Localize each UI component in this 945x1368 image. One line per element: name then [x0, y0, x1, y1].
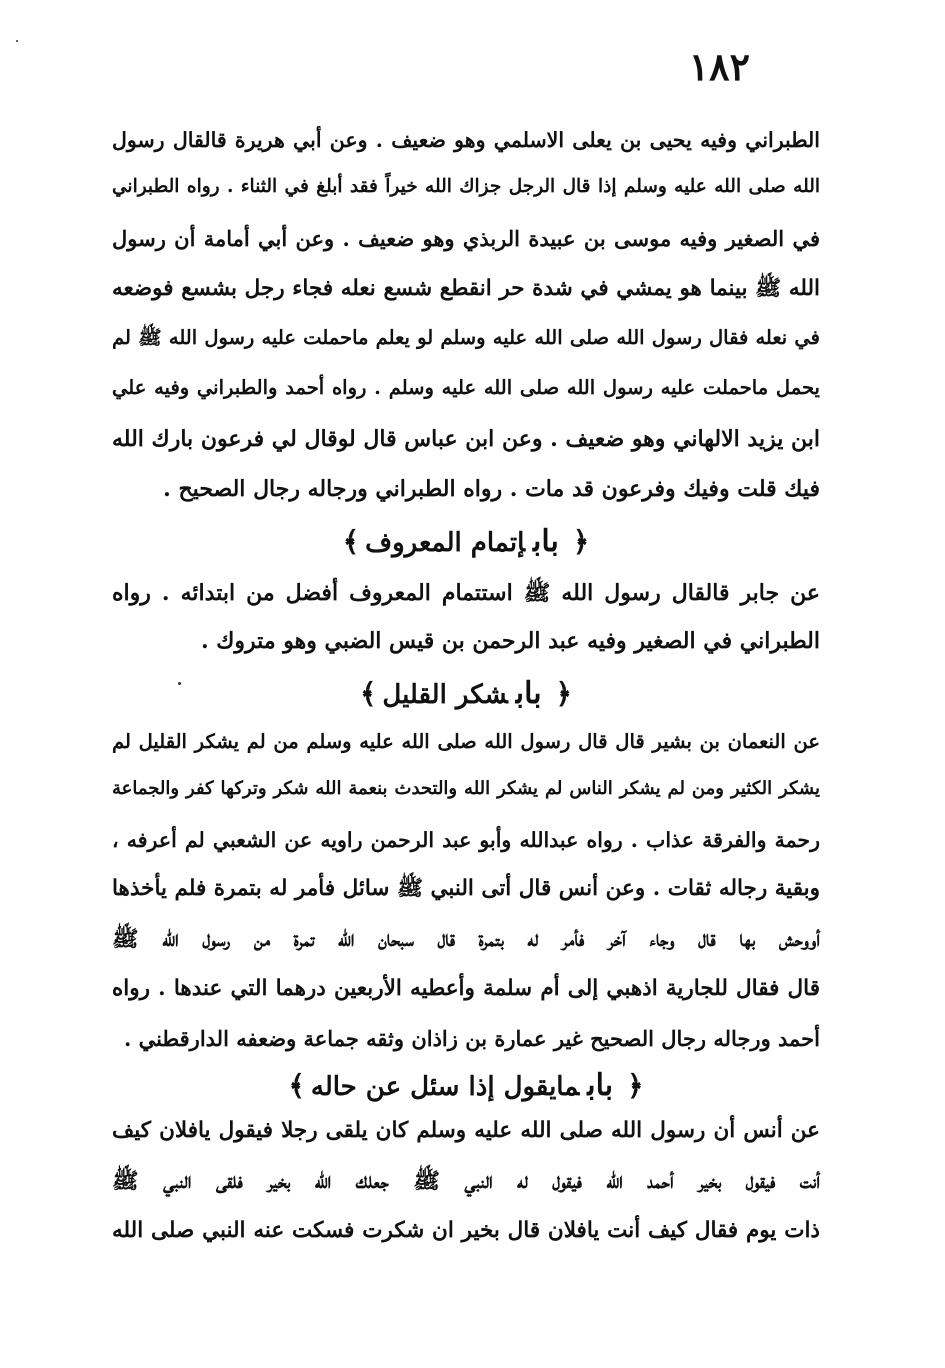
- text-line: عن جابر قالقال رسول الله ﷺ استتمام المعروف أفضل من ابتدائه . رواه: [112, 580, 820, 606]
- heading-bracket-open: ﴿: [555, 677, 573, 710]
- heading-bracket-open: ﴿: [572, 525, 590, 558]
- heading-bracket-close: ﴾: [288, 1069, 305, 1102]
- chapter-heading: [112, 524, 820, 559]
- text-line: الله صلى الله عليه وسلم إذا قال الرجل جزاك الله خيراً فقد أبلغ في الثناء . رواه الطبراني: [112, 176, 820, 197]
- text-line: يحمل ماحملت عليه رسول الله صلى الله عليه وسلم . رواه أحمد والطبراني وفيه علي: [112, 376, 820, 399]
- heading-bab-label: باب: [587, 1068, 614, 1103]
- text-line: فيك قلت وفيك وفرعون قد مات . رواه الطبراني ورجاله رجال الصحيح .: [163, 476, 820, 502]
- text-line: الله ﷺ بينما هو يمشي في شدة حر انقطع شسع نعله فجاء رجل بشسع فوضعه: [112, 276, 820, 301]
- heading-bab-label: باب: [533, 524, 559, 559]
- text-line: في الصغير وفيه موسى بن عبيدة الربذي وهو ضعيف . وعن أبي أمامة أن رسول: [112, 226, 820, 251]
- page-number: ١٨٢: [688, 44, 750, 89]
- heading-bab-label: باب: [515, 676, 542, 711]
- heading-bracket-open: ﴿: [627, 1069, 644, 1102]
- text-line: عن أنس أن رسول الله صلى الله عليه وسلم كان يلقى رجلا فيقول يافلان كيف: [112, 1118, 820, 1143]
- chapter-heading: [112, 1068, 820, 1103]
- text-line: الطبراني في الصغير وفيه عبد الرحمن بن قيس الضبي وهو متروك .: [200, 628, 820, 654]
- text-line: أووحش بها قال وجاء آخر فأمر له بتمرة قال سبحان الله تمرة من رسول الله ﷺ: [112, 926, 820, 952]
- heading-bracket-close: ﴾: [359, 677, 377, 710]
- chapter-heading: [112, 676, 820, 711]
- text-line: وبقية رجاله ثقات . وعن أنس قال أتى النبي ﷺ سائل فأمر له بتمرة فلم يأخذها: [112, 876, 820, 901]
- scan-speck: [178, 682, 181, 685]
- heading-title: إتمام المعروف: [365, 528, 525, 558]
- text-line: يشكر الكثير ومن لم يشكر الناس لم يشكر الله والتحدث بنعمة الله شكر وتركها كفر والجماعة: [112, 778, 820, 799]
- text-line: الطبراني وفيه يحيى بن يعلى الاسلمي وهو ضعيف . وعن أبي هريرة قالقال رسول: [112, 128, 820, 152]
- heading-bracket-close: ﴾: [342, 525, 360, 558]
- heading-title: شكر القليل: [382, 680, 508, 710]
- text-line: قال فقال للجارية اذهبي إلى أم سلمة وأعطيه الأربعين درهما التي عندها . رواه: [112, 976, 820, 1001]
- text-line: أحمد ورجاله رجال الصحيح غير عمارة بن زاذان وثقه جماعة وضعفه الدارقطني .: [123, 1026, 820, 1051]
- text-line: أنت فيقول بخير أحمد الله فيقول له النبي ﷺ جعلك الله بخير فلقى النبي ﷺ: [112, 1168, 820, 1194]
- text-line: عن النعمان بن بشير قال قال رسول الله صلى الله عليه وسلم من لم يشكر القليل لم: [112, 730, 820, 753]
- heading-title: مايقول إذا سئل عن حاله: [310, 1072, 580, 1102]
- text-line: ذات يوم فقال كيف أنت يافلان قال بخير ان شكرت فسكت عنه النبي صلى الله: [112, 1218, 820, 1243]
- text-line: رحمة والفرقة عذاب . رواه عبدالله وأبو عبد الرحمن راويه عن الشعبي لم أعرفه ،: [112, 828, 820, 852]
- text-line: ابن يزيد الالهاني وهو ضعيف . وعن ابن عباس قال لوقال لي فرعون بارك الله: [112, 426, 820, 452]
- scan-speck: [16, 40, 18, 42]
- text-line: في نعله فقال رسول الله صلى الله عليه وسلم لو يعلم ماحملت عليه رسول الله ﷺ لم: [112, 326, 820, 349]
